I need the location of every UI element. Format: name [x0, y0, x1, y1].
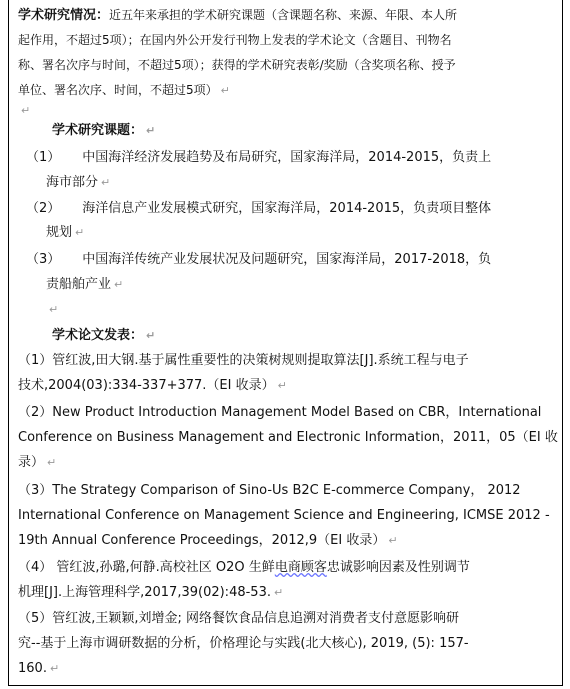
paragraph-mark-icon: ↵ [273, 586, 284, 599]
paper-2-line-1: （2）New Product Introduction Management Model Based on CBR，International [18, 405, 542, 420]
paragraph-mark-icon: ↵ [277, 379, 287, 392]
intro-line-1 [18, 7, 457, 24]
paragraph-mark-icon: ↵ [146, 329, 156, 342]
paper-1-line-2 [18, 378, 287, 394]
project-number: （2） [26, 201, 61, 216]
intro-heading: 学术研究情况： [18, 8, 110, 23]
paragraph-mark-icon: ↵ [49, 662, 60, 675]
project-number: （1） [26, 150, 61, 165]
paper-2-line-2: Conference on Business Management and Electronic Information，2011，05（EI 收 [18, 430, 558, 445]
intro-text: 单位、署名次序、时间，不超过5项） [18, 83, 218, 97]
project-text: 海洋信息产业发展模式研究，国家海洋局，2014-2015，负责项目整体 [82, 201, 492, 216]
paper-5-line-2: 究--基于上海市调研数据的分析，价格理论与实践(北大核心), 2019, (5): 157- [18, 636, 469, 651]
paragraph-mark-icon: ↵ [220, 84, 230, 97]
paper-4-line-1 [18, 560, 470, 576]
paper-3-line-3 [18, 533, 398, 549]
paper-text: 技术,2004(03):334-337+377.（EI 收录） [18, 378, 275, 393]
project-text: 规划 [46, 225, 73, 240]
papers-heading [52, 328, 155, 344]
paper-1-line-1: （1）管红波,田大钢.基于属性重要性的决策树规则提取算法[J].系统工程与电子 [18, 353, 469, 368]
project-text: 海市部分 [46, 175, 99, 190]
heading-text: 学术论文发表： [52, 328, 144, 343]
paragraph-mark-icon: ↵ [388, 534, 398, 547]
project-3 [26, 252, 491, 268]
projects-heading [52, 123, 155, 139]
paper-text: 忠诚影响因素及性别调节 [326, 560, 470, 575]
paper-4-line-2 [18, 585, 283, 601]
project-text: 责船舶产业 [46, 277, 112, 292]
paragraph-mark-icon: ↵ [114, 278, 124, 291]
project-1 [26, 150, 491, 166]
blank-line [18, 103, 30, 119]
paragraph-mark-icon: ↵ [49, 303, 59, 316]
paper-5-line-1: （5）管红波,王颖颖,刘增金; 网络餐饮食品信息追溯对消费者支付意愿影响研 [18, 611, 460, 626]
spellcheck-underlined-text: 电商顾客 [274, 560, 327, 575]
project-number: （3） [26, 252, 61, 267]
paper-3-line-1: （3）The Strategy Comparison of Sino-Us B2C E-commerce Company， 2012 [18, 483, 521, 498]
paper-2-line-3 [18, 455, 56, 471]
heading-text: 学术研究课题： [52, 123, 144, 138]
intro-line-2: 起作用，不超过5项）；在国内外公开发行刊物上发表的学术论文（含题目、刊物名 [18, 33, 452, 47]
paragraph-mark-icon: ↵ [47, 456, 57, 469]
paper-text: 160. [18, 661, 47, 676]
blank-line [46, 302, 58, 318]
paper-text: （4） 管红波,孙璐,何静.高校社区 O2O 生鲜 [18, 560, 275, 575]
project-text: 中国海洋传统产业发展状况及问题研究，国家海洋局，2017-2018，负 [82, 252, 492, 267]
paragraph-mark-icon: ↵ [75, 226, 85, 239]
paragraph-mark-icon: ↵ [146, 124, 156, 137]
intro-text: 近五年来承担的学术研究课题（含课题名称、来源、年限、本人所 [109, 8, 458, 22]
paper-3-line-2: International Conference on Management Science and Engineering, ICMSE 2012 - [18, 508, 550, 523]
project-text: 中国海洋经济发展趋势及布局研究，国家海洋局，2014-2015，负责上 [82, 150, 492, 165]
paper-text: 19th Annual Conference Proceedings，2012,9（EI 收录） [18, 533, 386, 548]
paper-5-line-3 [18, 661, 59, 677]
project-2-cont [46, 225, 84, 241]
intro-line-4 [18, 82, 230, 99]
project-2 [26, 201, 491, 217]
paper-text: 机理[J].上海管理科学,2017,39(02):48-53. [18, 585, 271, 600]
project-3-cont [46, 277, 123, 293]
paper-text: 录） [18, 455, 45, 470]
paragraph-mark-icon: ↵ [101, 176, 111, 189]
project-1-cont [46, 175, 110, 191]
paragraph-mark-icon: ↵ [21, 104, 31, 117]
intro-line-3: 称、署名次序与时间，不超过5项）；获得的学术研究表彰/奖励（含奖项名称、授予 [18, 58, 456, 72]
